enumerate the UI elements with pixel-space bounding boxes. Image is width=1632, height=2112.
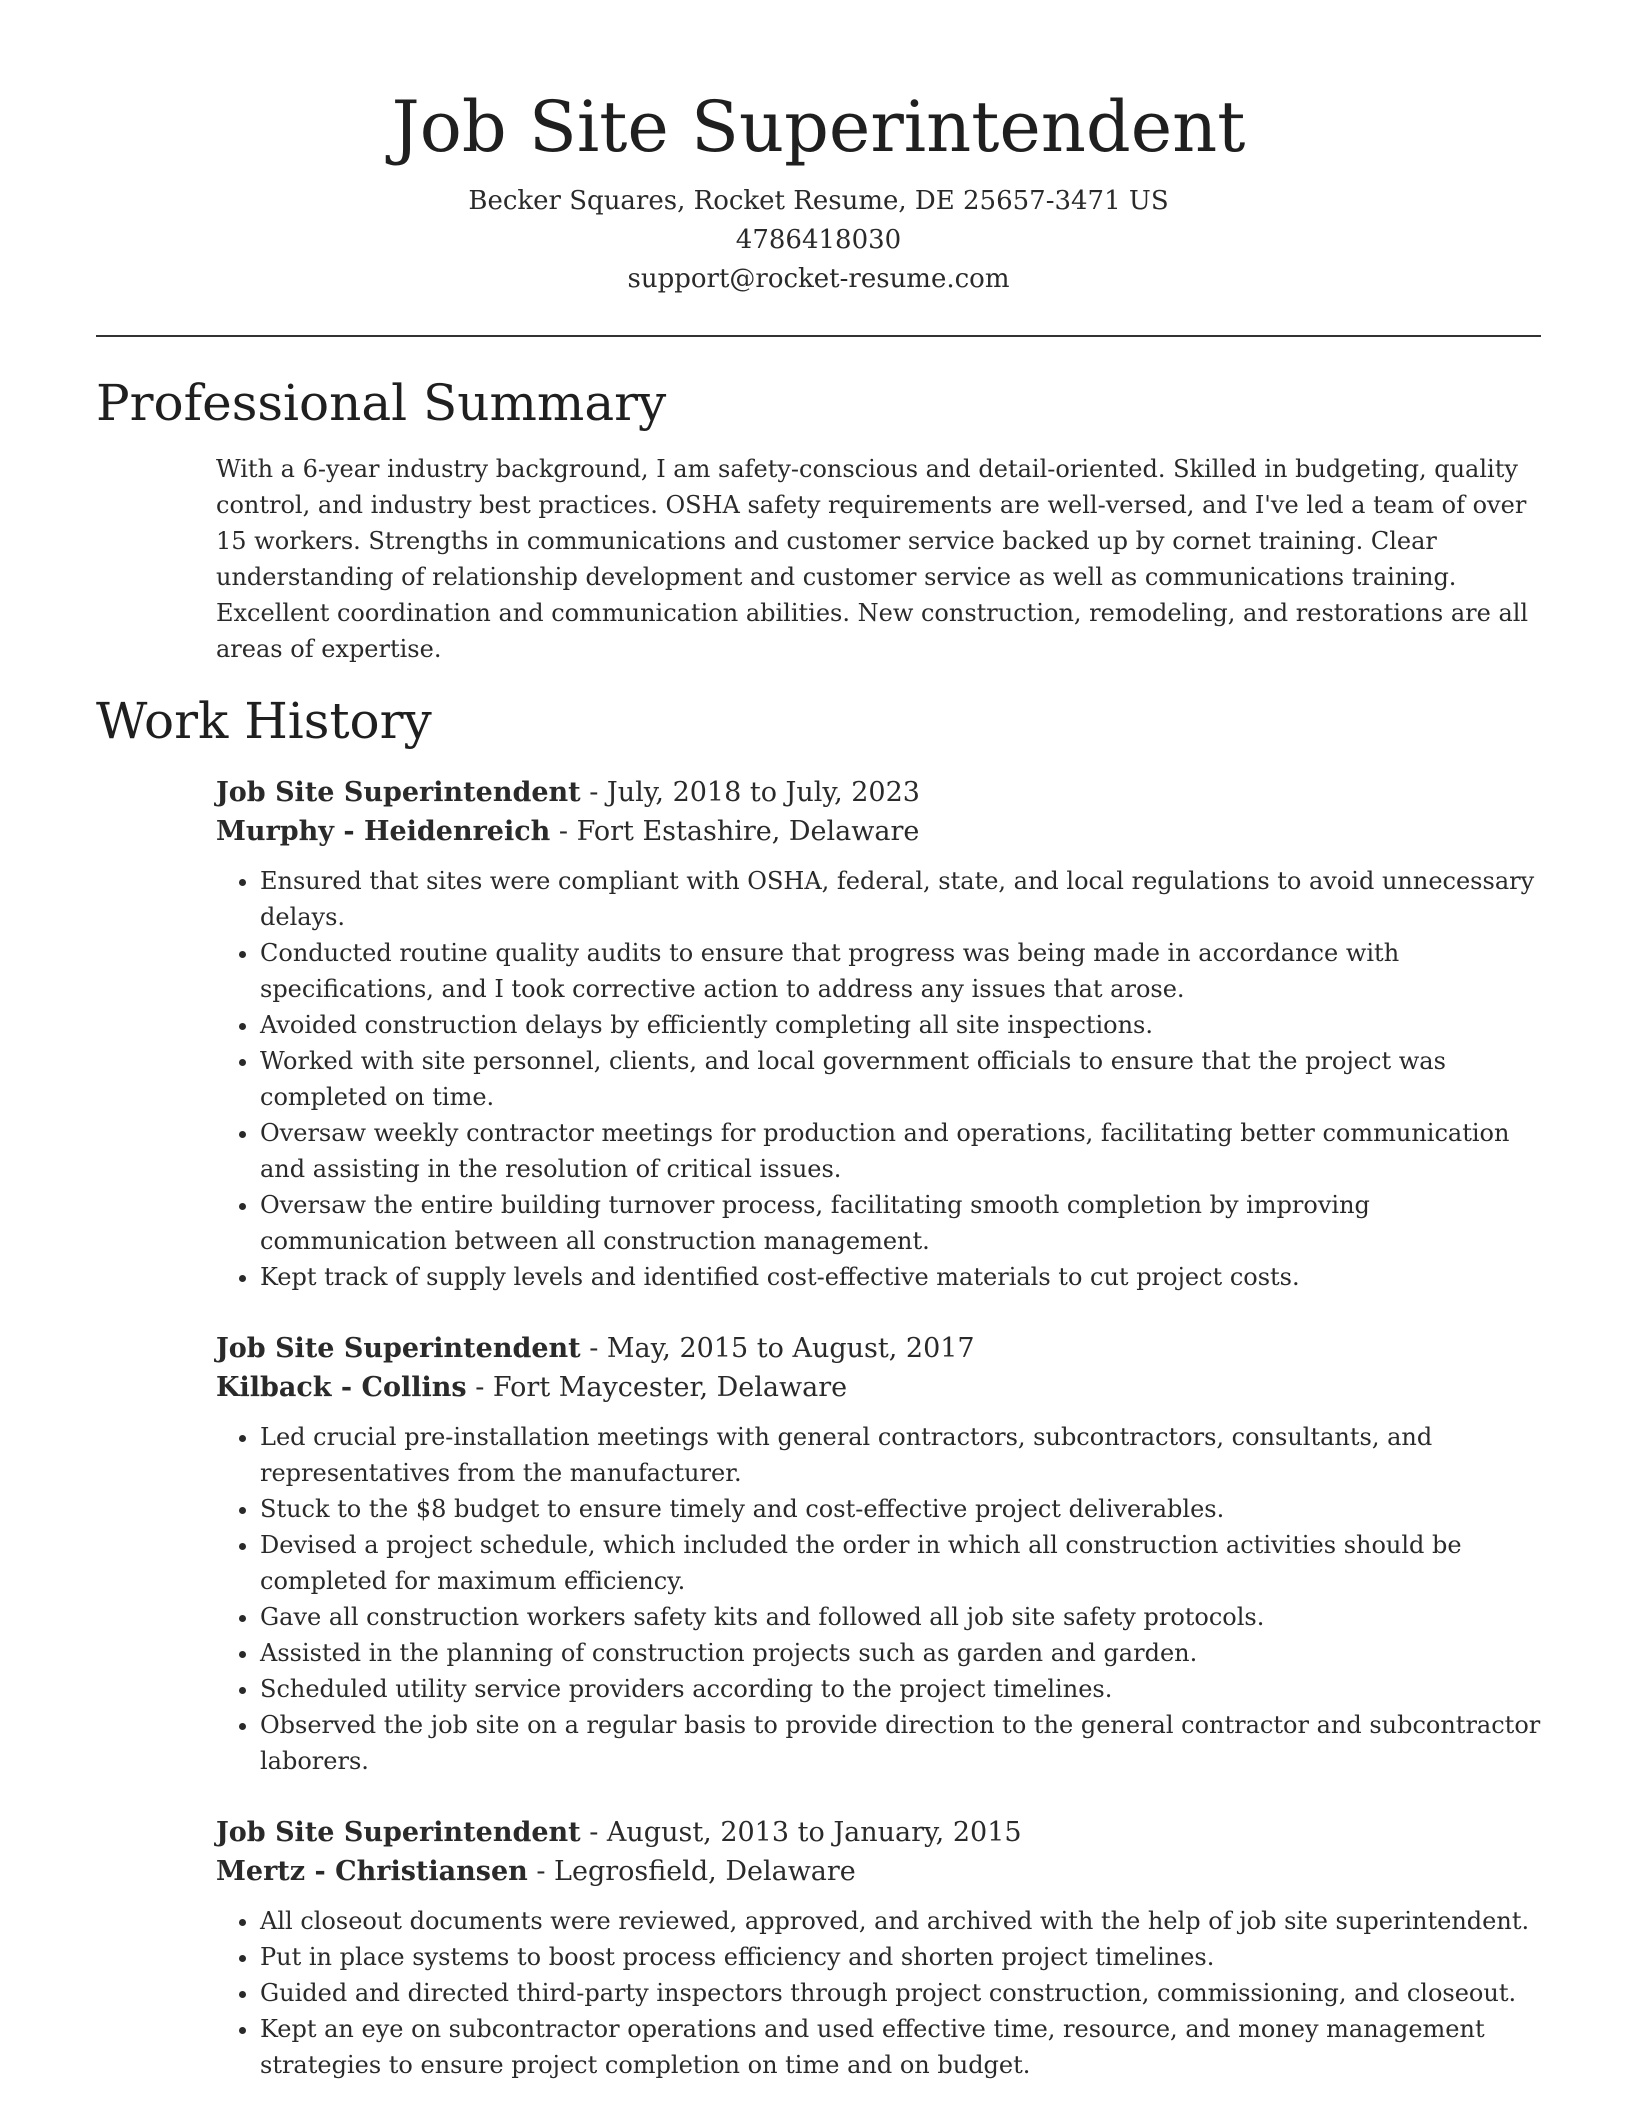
resume-header — [96, 0, 1541, 299]
job-dates: - May, 2015 to August, 2017 — [580, 1333, 975, 1364]
job-dates: - August, 2013 to January, 2015 — [580, 1817, 1022, 1848]
duty-item: • Kept track of supply levels and identified cost-effective materials to cut project costs. — [260, 1259, 1541, 1295]
job-duties-list — [216, 863, 1541, 1295]
job-title-line — [216, 773, 1541, 812]
job-entry — [216, 1329, 1541, 1779]
job-company-line — [216, 1852, 1541, 1891]
duty-item: • Guided and directed third-party inspectors through project construction, commissioning, and closeout. — [260, 1975, 1541, 2011]
duty-item: • Led crucial pre-installation meetings with general contractors, subcontractors, consultants, and representatives from the manufacturer. — [260, 1419, 1541, 1491]
summary-section-title: Professional Summary — [96, 374, 667, 432]
duty-item: • Gave all construction workers safety kits and followed all job site safety protocols. — [260, 1599, 1541, 1635]
duty-item: • Put in place systems to boost process efficiency and shorten project timelines. — [260, 1939, 1541, 1975]
duty-item: • Oversaw the entire building turnover process, facilitating smooth completion by improving communication between all construction management. — [260, 1187, 1541, 1259]
contact-address: Becker Squares, Rocket Resume, DE 25657-3471 US — [468, 186, 1169, 216]
job-location: - Fort Maycester, Delaware — [466, 1372, 848, 1403]
duty-item: • Stuck to the $8 budget to ensure timely and cost-effective project deliverables. — [260, 1491, 1541, 1527]
duty-item: • All closeout documents were reviewed, approved, and archived with the help of job site superintendent. — [260, 1903, 1541, 1939]
candidate-name: Job Site Superintendent — [391, 86, 1246, 168]
duty-item: • Assisted in the planning of construction projects such as garden and garden. — [260, 1635, 1541, 1671]
duty-item: • Worked with site personnel, clients, and local government officials to ensure that the project was completed on time. — [260, 1043, 1541, 1115]
job-duties-list — [216, 1903, 1541, 2083]
job-entry — [216, 1813, 1541, 2083]
duty-item: • Ensured that sites were compliant with OSHA, federal, state, and local regulations to avoid unnecessary delays. — [260, 863, 1541, 935]
duty-item: • Oversaw weekly contractor meetings for production and operations, facilitating better communication and assisting in the resolution of critical issues. — [260, 1115, 1541, 1187]
summary-text: With a 6-year industry background, I am safety-conscious and detail-oriented. Skilled in budgeting, quality control, and industry best practices. OSHA safety requirements are well-versed, and I've led a team of over 15 workers. Strengths in communications and customer service backed up by cornet training. Clear understanding of relationship development and customer service as well as communications training. Excellent coordination and communication abilities. New construction, remodeling, and restorations are all areas of expertise. — [216, 455, 1529, 663]
resume-page — [96, 0, 1541, 2083]
contact-info — [96, 182, 1541, 299]
duty-item: • Observed the job site on a regular basis to provide direction to the general contractor and subcontractor laborers. — [260, 1707, 1541, 1779]
job-position: Job Site Superintendent — [216, 1333, 581, 1364]
header-divider — [96, 335, 1541, 337]
duty-item: • Kept an eye on subcontractor operations and used effective time, resource, and money management strategies to ensure project completion on time and on budget. — [260, 2011, 1541, 2083]
job-company-line — [216, 812, 1541, 851]
contact-email: support@rocket-resume.com — [627, 264, 1010, 294]
duty-item: • Avoided construction delays by efficiently completing all site inspections. — [260, 1007, 1541, 1043]
job-position: Job Site Superintendent — [216, 777, 581, 808]
job-company: Kilback - Collins — [216, 1372, 467, 1403]
job-company: Mertz - Christiansen — [216, 1856, 528, 1887]
job-duties-list — [216, 1419, 1541, 1779]
job-dates: - July, 2018 to July, 2023 — [580, 777, 920, 808]
job-company-line — [216, 1368, 1541, 1407]
job-location: - Legrosfield, Delaware — [527, 1856, 856, 1887]
contact-phone: 4786418030 — [735, 225, 902, 255]
work-history-section-title: Work History — [96, 692, 432, 750]
job-location: - Fort Estashire, Delaware — [550, 816, 920, 847]
job-title-line — [216, 1813, 1541, 1852]
job-entry — [216, 773, 1541, 1295]
duty-item: • Devised a project schedule, which included the order in which all construction activities should be completed for maximum efficiency. — [260, 1527, 1541, 1599]
job-company: Murphy - Heidenreich — [216, 816, 551, 847]
duty-item: • Scheduled utility service providers according to the project timelines. — [260, 1671, 1541, 1707]
duty-item: • Conducted routine quality audits to ensure that progress was being made in accordance with specifications, and I took corrective action to address any issues that arose. — [260, 935, 1541, 1007]
job-position: Job Site Superintendent — [216, 1817, 581, 1848]
job-title-line — [216, 1329, 1541, 1368]
